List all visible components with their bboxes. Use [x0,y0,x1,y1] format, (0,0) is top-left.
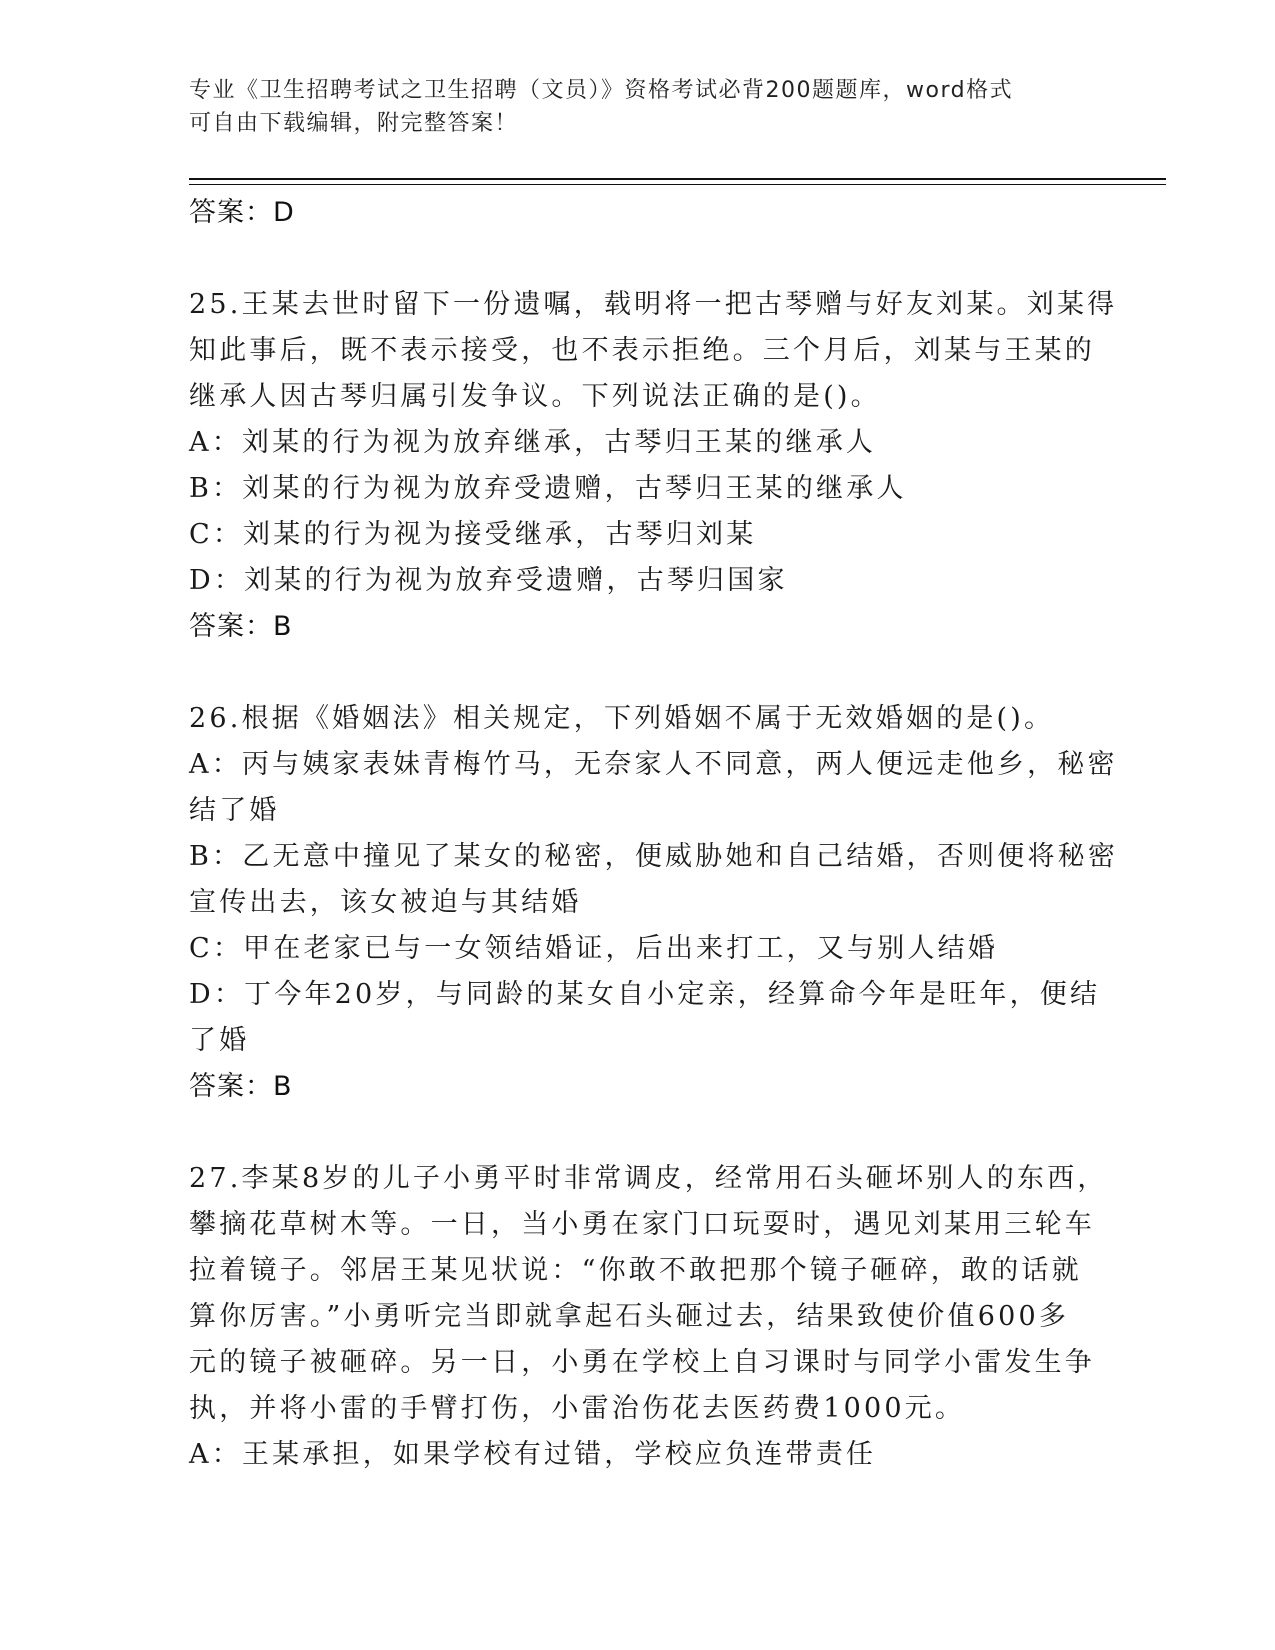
question-text-line: 继承人因古琴归属引发争议。下列说法正确的是()。 [189,381,881,412]
option-b: B：乙无意中撞见了某女的秘密，便威胁她和自己结婚，否则便将秘密 [189,841,1119,872]
option-b: B：刘某的行为视为放弃受遗赠，古琴归王某的继承人 [189,473,907,504]
option-c: C：甲在老家已与一女领结婚证，后出来打工，又与别人结婚 [189,933,999,964]
header-line-2: 可自由下载编辑，附完整答案！ [189,111,519,136]
option-d-cont: 了婚 [189,1025,250,1056]
question-text-line: 25.王某去世时留下一份遗嘱，载明将一把古琴赠与好友刘某。刘某得 [189,289,1118,320]
header-divider-thin [189,184,1166,185]
header-divider-thick [189,178,1166,180]
question-text-line: 26.根据《婚姻法》相关规定，下列婚姻不属于无效婚姻的是()。 [189,703,1055,734]
option-d: D：刘某的行为视为放弃受遗赠，古琴归国家 [189,565,788,596]
option-c: C：刘某的行为视为接受继承，古琴归刘某 [189,519,757,550]
spacer [189,1110,1089,1156]
answer-q24: 答案：D [189,197,295,228]
option-a: A：丙与姨家表妹青梅竹马，无奈家人不同意，两人便远走他乡，秘密 [189,749,1118,780]
option-a-cont: 结了婚 [189,795,280,826]
question-26 [189,696,1119,1110]
question-text-line: 执，并将小雷的手臂打伤，小雷治伤花去医药费1000元。 [189,1393,966,1424]
answer-q26: 答案：B [189,1071,293,1102]
option-a: A：刘某的行为视为放弃继承，古琴归王某的继承人 [189,427,877,458]
question-text-line: 知此事后，既不表示接受，也不表示拒绝。三个月后，刘某与王某的 [189,335,1095,366]
question-27 [189,1156,1108,1478]
document-header [189,74,1079,140]
spacer [189,236,1089,282]
question-text-line: 攀摘花草树木等。一日，当小勇在家门口玩耍时，遇见刘某用三轮车 [189,1209,1095,1240]
question-25 [189,282,1118,650]
question-text-line: 27.李某8岁的儿子小勇平时非常调皮，经常用石头砸坏别人的东西， [189,1163,1108,1194]
spacer [189,650,1089,696]
question-text-line: 拉着镜子。邻居王某见状说：“你敢不敢把那个镜子砸碎，敢的话就 [189,1255,1082,1286]
option-d: D：丁今年20岁，与同龄的某女自小定亲，经算命今年是旺年，便结 [189,979,1101,1010]
option-a: A：王某承担，如果学校有过错，学校应负连带责任 [189,1439,877,1470]
answer-q25: 答案：B [189,611,293,642]
question-text-line: 算你厉害。”小勇听完当即就拿起石头砸过去，结果致使价值600多 [189,1301,1070,1332]
option-b-cont: 宣传出去，该女被迫与其结婚 [189,887,582,918]
document-body [189,190,1119,1478]
header-line-1: 专业《卫生招聘考试之卫生招聘（文员）》资格考试必背200题题库，word格式 [189,78,1014,103]
question-text-line: 元的镜子被砸碎。另一日，小勇在学校上自习课时与同学小雷发生争 [189,1347,1095,1378]
